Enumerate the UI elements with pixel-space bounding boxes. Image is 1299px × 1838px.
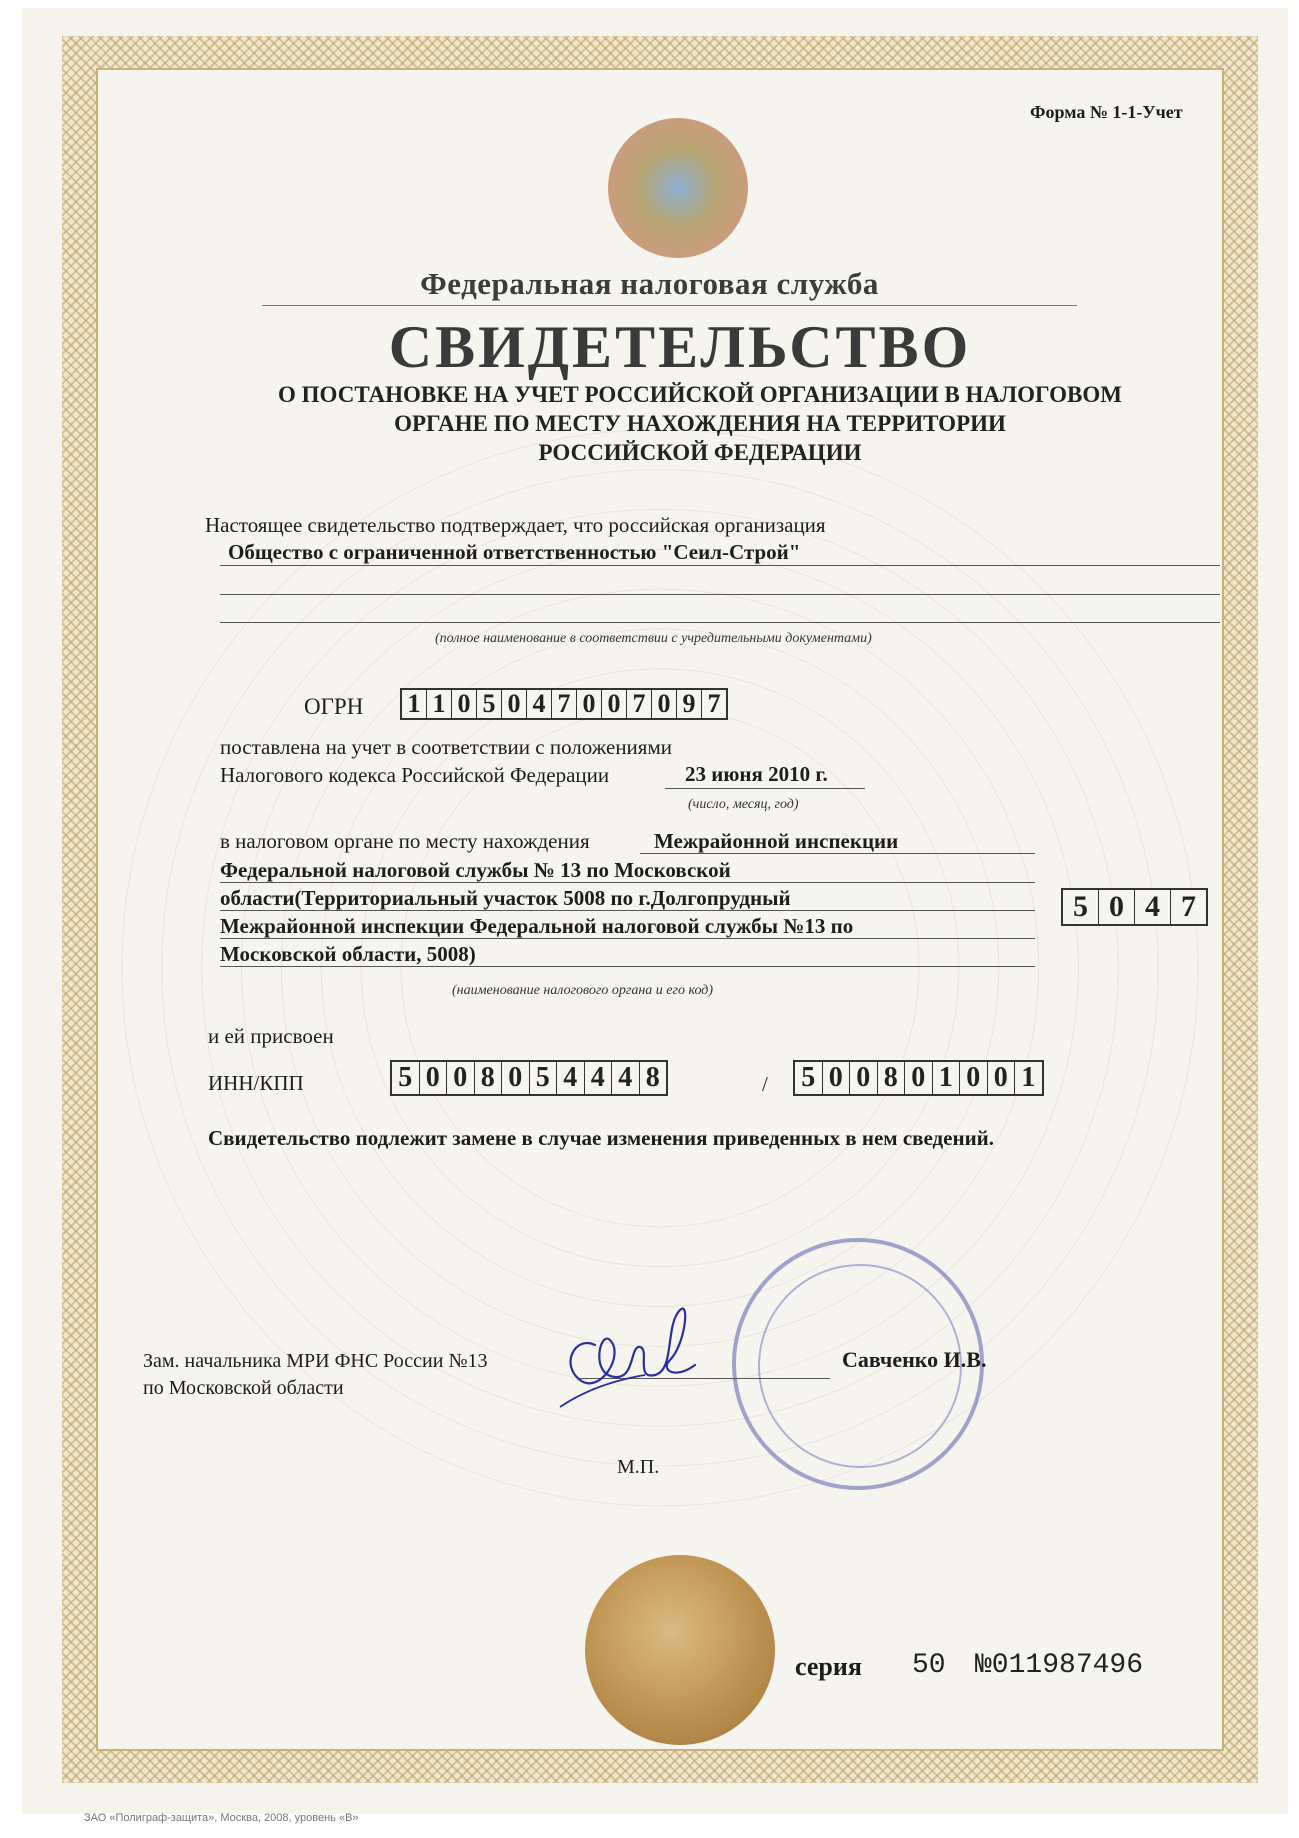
authority-line: Федеральной налоговой службы № 13 по Московской (220, 858, 731, 882)
registration-date: 23 июня 2010 г. (685, 762, 828, 786)
kpp-digit: 8 (878, 1062, 906, 1094)
org-line-2 (220, 594, 1220, 595)
authority-prefix: в налоговом органе по месту нахождения (220, 829, 590, 853)
organization-name: Общество с ограниченной ответственностью "Сеил-Строй" (228, 540, 801, 564)
inn-digit-boxes (390, 1060, 668, 1096)
ogrn-digit: 0 (602, 690, 627, 718)
kpp-digit: 5 (795, 1062, 823, 1094)
inn-digit: 4 (557, 1062, 585, 1094)
signatory-position: Зам. начальника МРИ ФНС России №13 (143, 1350, 488, 1372)
authority-line: Московской области, 5008) (220, 942, 476, 966)
authority-code-boxes (1061, 888, 1208, 926)
kpp-digit: 0 (905, 1062, 933, 1094)
signatory-region: по Московской области (143, 1377, 344, 1399)
authority-underline (220, 938, 1035, 939)
registered-text-1: поставлена на учет в соответствии с положениями (220, 735, 672, 759)
date-hint: (число, месяц, год) (688, 797, 799, 812)
kpp-digit: 0 (988, 1062, 1016, 1094)
kpp-digit-boxes (793, 1060, 1044, 1096)
inn-digit: 0 (420, 1062, 448, 1094)
ogrn-digit: 1 (402, 690, 427, 718)
subtitle-line: ОРГАНЕ ПО МЕСТУ НАХОЖДЕНИЯ НА ТЕРРИТОРИИ (394, 411, 1006, 436)
series-value: 50 (912, 1650, 946, 1681)
ogrn-digit: 5 (477, 690, 502, 718)
authority-underline (220, 882, 1035, 883)
authority-underline (220, 966, 1035, 967)
ogrn-digit: 0 (652, 690, 677, 718)
inn-digit: 8 (475, 1062, 503, 1094)
org-line-3 (220, 622, 1220, 623)
inn-digit: 5 (392, 1062, 420, 1094)
kpp-digit: 0 (850, 1062, 878, 1094)
authority-code-digit: 5 (1063, 890, 1099, 924)
series-label: серия (795, 1652, 862, 1681)
organization-hint: (полное наименование в соответствии с учредительными документами) (435, 631, 872, 646)
signature-icon (555, 1285, 705, 1415)
authority-underline (640, 853, 1035, 854)
hologram-emblem-icon (608, 118, 748, 258)
certificate-subtitle (200, 380, 1200, 467)
registered-text-2: Налогового кодекса Российской Федерации (220, 763, 610, 787)
authority-code-digit: 0 (1099, 890, 1135, 924)
kpp-digit: 0 (960, 1062, 988, 1094)
date-underline (665, 788, 865, 789)
subtitle-line: РОССИЙСКОЙ ФЕДЕРАЦИИ (538, 440, 862, 465)
series-number: №011987496 (975, 1650, 1144, 1681)
authority-line: области(Территориальный участок 5008 по г.Долгопрудный (220, 886, 791, 910)
assigned-text: и ей присвоен (208, 1024, 334, 1048)
inn-digit: 0 (447, 1062, 475, 1094)
ogrn-digit: 0 (452, 690, 477, 718)
authority-underline (220, 910, 1035, 911)
agency-underline (262, 305, 1077, 306)
ogrn-digit: 0 (502, 690, 527, 718)
authority-code-digit: 7 (1181, 890, 1196, 923)
replacement-notice: Свидетельство подлежит замене в случае изменения приведенных в нем сведений. (208, 1126, 995, 1150)
form-number: Форма № 1-1-Учет (1030, 102, 1183, 122)
stamp-place: М.П. (617, 1456, 660, 1478)
ogrn-digit: 4 (527, 690, 552, 718)
ogrn-digit: 1 (427, 690, 452, 718)
gold-seal-icon (585, 1555, 775, 1745)
authority-code-digit: 4 (1135, 890, 1171, 924)
authority-line: Межрайонной инспекции (654, 829, 899, 853)
kpp-digit: 0 (823, 1062, 851, 1094)
agency-name: Федеральная налоговая служба (420, 266, 879, 301)
inn-digit: 0 (502, 1062, 530, 1094)
kpp-digit: 1 (1021, 1062, 1036, 1093)
certificate-title: СВИДЕТЕЛЬСТВО (388, 314, 972, 380)
intro-text: Настоящее свидетельство подтверждает, что российская организация (205, 513, 826, 537)
authority-line: Межрайонной инспекции Федеральной налоговой службы №13 по (220, 914, 854, 938)
org-line-1 (220, 565, 1220, 566)
ogrn-digit: 0 (577, 690, 602, 718)
inn-digit: 5 (530, 1062, 558, 1094)
inn-digit: 4 (612, 1062, 640, 1094)
signatory-name: Савченко И.В. (842, 1347, 987, 1372)
inn-kpp-label: ИНН/КПП (208, 1071, 304, 1095)
inn-digit: 4 (585, 1062, 613, 1094)
inn-digit: 8 (645, 1062, 660, 1093)
printer-note: ЗАО «Полиграф-защита», Москва, 2008, уровень «В» (84, 1812, 359, 1824)
ogrn-digit: 7 (707, 689, 721, 718)
subtitle-line: О ПОСТАНОВКЕ НА УЧЕТ РОССИЙСКОЙ ОРГАНИЗАЦИИ В НАЛОГОВОМ (278, 382, 1122, 407)
authority-hint: (наименование налогового органа и его код) (452, 983, 714, 998)
ogrn-digit: 7 (627, 690, 652, 718)
inn-kpp-separator: / (762, 1072, 768, 1096)
ogrn-label: ОГРН (304, 694, 364, 719)
ogrn-digit: 9 (677, 690, 702, 718)
kpp-digit: 1 (933, 1062, 961, 1094)
ogrn-digit: 7 (552, 690, 577, 718)
ogrn-digit-boxes (400, 688, 728, 720)
